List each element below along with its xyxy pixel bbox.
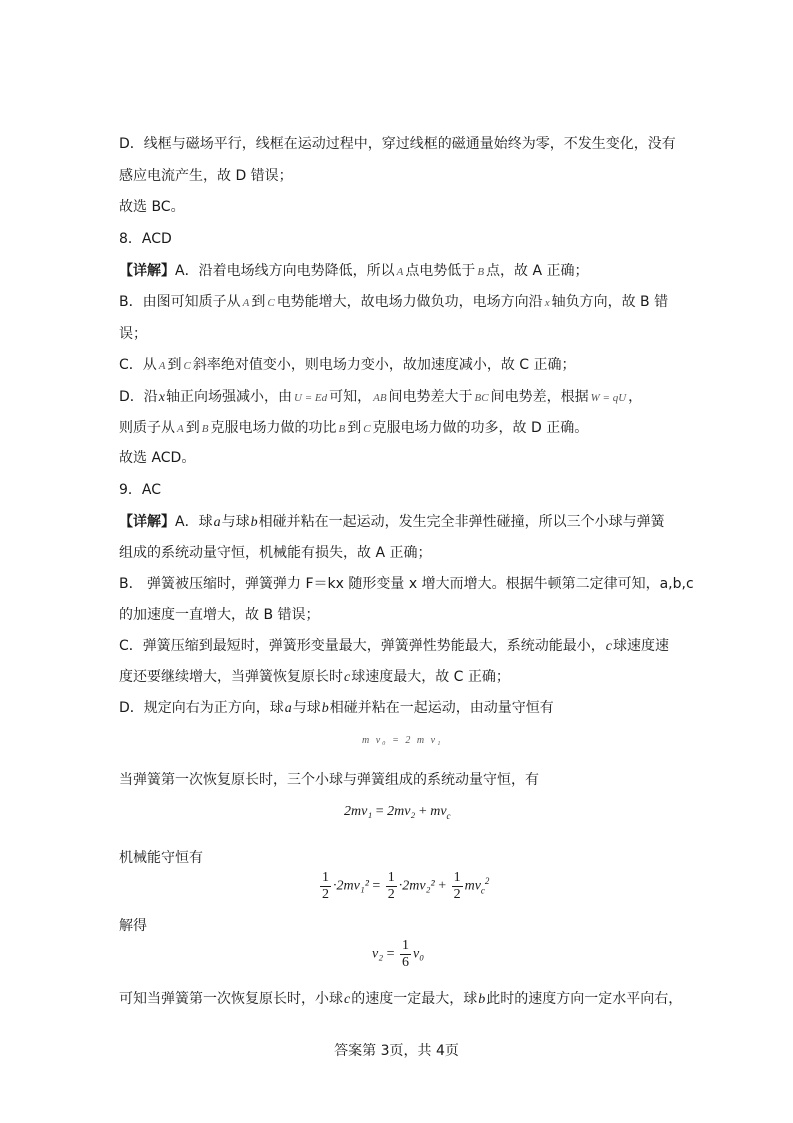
text-line: C．弹簧压缩到最短时，弹簧形变量最大，弹簧弹性势能最大，系统动能最小，c球速度速 [119,638,669,654]
text-line: 故选 BC。 [119,199,185,215]
text-line: 度还要继续增大，当弹簧恢复原长时c球速度最大，故 C 正确； [119,669,510,685]
formula-inline: W = qU [590,392,627,404]
text-line: D．规定向右为正方向，球a与球b相碰并粘在一起运动，由动量守恒有 [119,700,554,716]
page-footer: 答案第 3页，共 4页 [334,1043,459,1059]
text-line: 【详解】A．沿着电场线方向电势降低，所以 A 点电势低于 B 点，故 A 正确； [119,263,589,279]
answer-heading-9: 9．AC [119,482,162,498]
text-line: 感应电流产生，故 D 错误； [119,168,293,184]
text-line: D．线框与磁场平行，线框在运动过程中，穿过线框的磁通量始终为零，不发生变化，没有 [119,136,676,152]
detail-tag: 【详解】 [119,514,175,530]
text-line: B．由图可知质子从 A 到 C 电势能增大，故电场力做负功，电场方向沿 x 轴负方向，故 B 错 [119,294,669,310]
formula-inline: U = Ed [294,392,328,404]
text-line: 【详解】A．球a与球b相碰并粘在一起运动，发生完全非弹性碰撞，所以三个小球与弹簧 [119,514,665,530]
text-line: 解得 [119,918,147,934]
text-line: 则质子从 A 到 B 克服电场力做的功比 B 到 C 克服电场力做的功多，故 D 正确。 [119,420,589,436]
text-line: D．沿x轴正向场强减小，由 U = Ed 可知， AB 间电势差大于 BC 间电势差，根据 W = qU ， [119,389,643,405]
equation-momentum: m v₀ = 2 m v₁ [362,735,443,746]
fraction: $\frac{1}{2}$ [453,870,461,902]
text-line: 组成的系统动量守恒，机械能有损失，故 A 正确； [119,545,432,561]
fraction: $\frac{1}{2}$ [387,870,395,902]
text-line: B． 弹簧被压缩时，弹簧弹力 F＝kx 随形变量 x 增大而增大。根据牛顿第二定律可知，a,b,c [119,576,694,592]
equation-momentum-2: $2mv_1 = 2mv_2 + mv_c$ [344,804,451,821]
detail-tag: 【详解】 [119,263,175,279]
answer-heading-8: 8．ACD [119,231,172,247]
text-line: 误； [119,326,147,342]
equation-result: v₂ = $\frac{1}{6}$ v₀ [372,938,425,970]
text-line: C．从 A 到 C 斜率绝对值变小，则电场力变小，故加速度减小，故 C 正确； [119,357,576,373]
fraction: $\frac{1}{6}$ [402,938,409,970]
equation-energy: $\frac{1}{2}$ ·2mv₁² = $\frac{1}{2}$ ·2mv₂² + $\frac{1}{2}$ $mv_c^2$ [322,870,490,902]
text-line: 可知当弹簧第一次恢复原长时，小球c的速度一定最大，球b此时的速度方向一定水平向右， [119,991,683,1007]
fraction: $\frac{1}{2}$ [322,870,329,902]
text-line: 机械能守恒有 [119,850,203,866]
text-line: 的加速度一直增大，故 B 错误； [119,607,320,623]
text-line: 故选 ACD。 [119,450,196,466]
text-line: 当弹簧第一次恢复原长时，三个小球与弹簧组成的系统动量守恒，有 [119,772,539,788]
